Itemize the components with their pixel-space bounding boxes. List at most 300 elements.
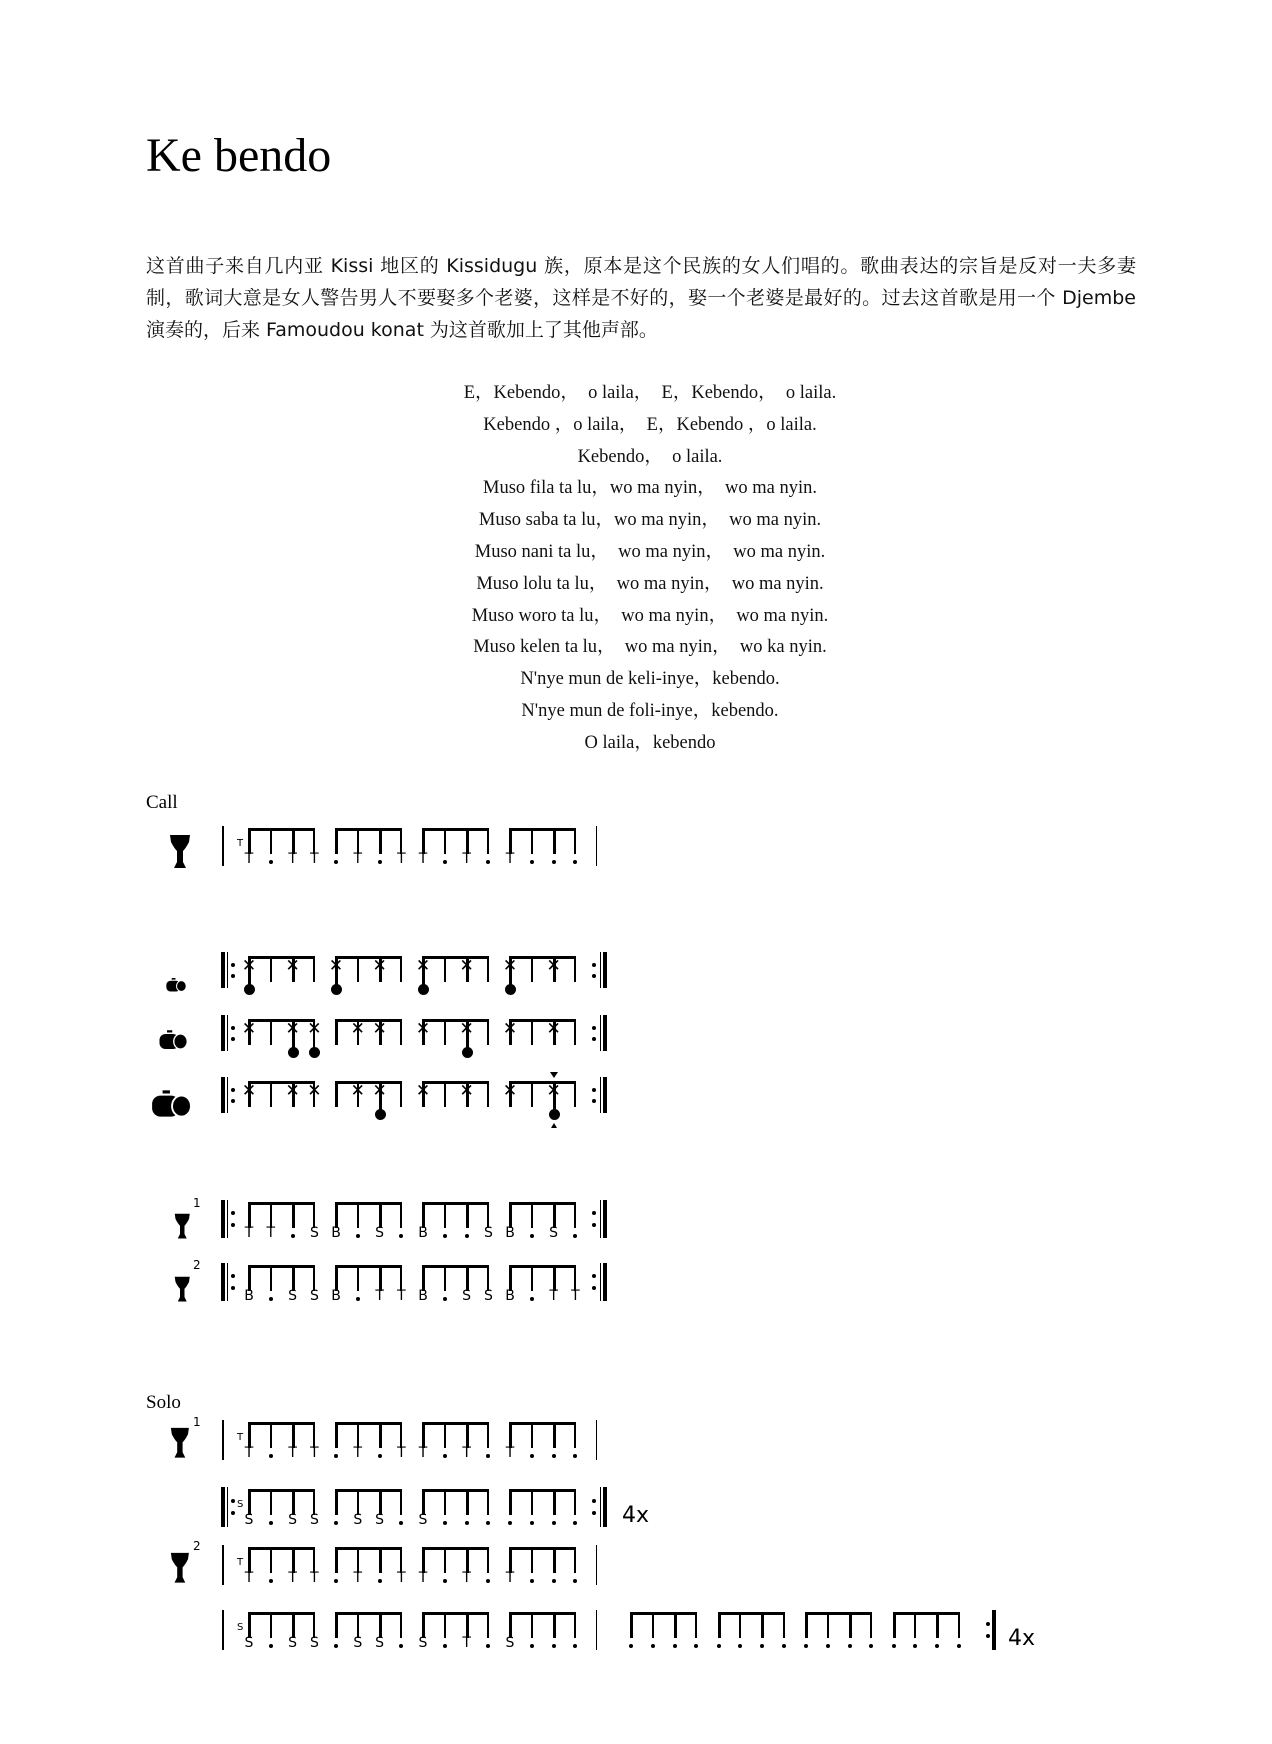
beam [248,1612,315,1615]
repeat-start-barline [227,952,228,988]
note-b: B [331,1225,341,1241]
note-stem [379,828,382,854]
note-stem [652,1612,654,1638]
note-stem [531,956,533,982]
repeat-dot [231,1511,235,1515]
rest-dot [804,1644,808,1648]
note-stem [400,1019,402,1045]
rest-dot [782,1644,786,1648]
note-stem [270,1019,272,1045]
bell-x-mark: ✕ [459,1081,474,1101]
rest-dot [269,1579,273,1583]
note-t: T [397,1288,406,1304]
note-s: S [375,1225,385,1241]
repeat-end-barline [600,1487,601,1527]
repeat-start-barline [227,1487,228,1527]
note-stem [531,1489,533,1515]
repeat-start-barline [227,1263,228,1301]
note-stem [400,956,402,982]
note-s: S [288,1512,298,1528]
note-stem [936,1612,939,1638]
note-stem [335,1422,338,1448]
barline [222,1420,224,1460]
rest-dot [356,1297,360,1301]
beam [509,1547,576,1550]
note-stem [531,828,533,854]
note-t: T [288,1570,297,1586]
note-stem [674,1612,677,1638]
note-s: S [309,1512,319,1528]
djembe-number: 1 [193,1196,201,1210]
note-s: S [483,1288,493,1304]
repeat-dot [592,1026,596,1030]
note-stem [574,1547,576,1573]
rest-dot [552,1644,556,1648]
note-stem [335,1081,338,1107]
bell-x-mark: ✕ [285,956,300,976]
drum-stroke [375,1109,386,1120]
note-t: T [244,1225,254,1241]
note-stem [357,1265,359,1291]
beam [509,956,576,959]
note-stem [335,1489,338,1515]
note-stem [531,1547,533,1573]
djembe-number: 2 [193,1539,201,1553]
rest-dot [356,1234,360,1238]
beam [422,1019,489,1022]
djembe-number: 1 [193,1415,201,1429]
sangban-icon [158,1030,188,1050]
rest-dot [530,1297,534,1301]
beam [248,828,315,831]
lyric-line: Muso saba ta lu，wo ma nyin， wo ma nyin. [478,510,822,531]
note-s: S [375,1512,385,1528]
lyric-line: Muso fila ta lu，wo ma nyin， wo ma nyin. [483,478,817,499]
rest-dot [552,1454,556,1458]
bell-x-mark: ✕ [350,1019,365,1039]
note-t: T [244,1445,254,1461]
note-stem [805,1612,808,1638]
note-t: T [244,851,254,867]
note-stem [487,1019,489,1045]
pickup-note: S [237,1622,244,1633]
note-t: T [353,1570,363,1586]
repeat-dot [986,1622,990,1626]
beam [422,1612,489,1615]
intro-paragraph: 这首曲子来自几内亚 Kissi 地区的 Kissidugu 族，原本是这个民族的女人们唱的。歌曲表达的宗旨是反对一夫多妻制，歌词大意是女人警告男人不要娶多个老婆，这样是不好的，娶一个老婆是最好的。过去这首歌是用一个 Djembe 演奏的，后来 Famoudou konat 为这首歌加上了其他声部。 [146,255,1136,341]
note-stem [574,1081,576,1107]
rest-dot [738,1644,742,1648]
drum-stroke [549,1109,560,1120]
note-stem [292,1202,295,1228]
note-stem [487,828,489,854]
repeat-dot [231,1088,235,1092]
bell-x-mark: ✕ [328,956,344,976]
rest-dot [573,860,577,864]
repeat-end-barline [600,952,601,988]
note-stem [444,956,446,982]
beam [335,1547,402,1550]
rest-dot [717,1644,721,1648]
rest-dot [935,1644,939,1648]
note-t: T [310,851,319,867]
note-t: T [288,1445,297,1461]
bell-x-mark: ✕ [241,1081,257,1101]
note-s: S [505,1635,515,1651]
rest-dot [530,1644,534,1648]
repeat-end-barline [600,1263,601,1301]
note-t: T [375,1288,384,1304]
note-b: B [418,1225,428,1241]
drum-stroke [418,984,429,995]
note-stem [487,1612,489,1638]
rest-dot [694,1644,698,1648]
note-t: T [505,851,515,867]
beam [335,956,402,959]
rest-dot [869,1644,873,1648]
repeat-end-barline [600,1200,601,1238]
note-stem [574,956,576,982]
note-stem [270,1265,272,1291]
repeat-start-barline [227,1015,228,1051]
beam [335,1202,402,1205]
drum-stroke [309,1047,320,1058]
pickup-note: T [237,1557,244,1568]
rest-dot [573,1454,577,1458]
note-s: S [309,1288,319,1304]
note-t: T [462,1570,471,1586]
note-stem [444,828,446,854]
lyric-line: Kebendo， o laila. [577,446,723,467]
beam [422,828,489,831]
rest-dot [269,1454,273,1458]
barline [596,1545,597,1585]
note-stem [270,1422,272,1448]
note-s: S [483,1225,493,1241]
repeat-start-barline [221,1487,225,1527]
rest-dot [465,1234,469,1238]
drum-stroke [462,1047,473,1058]
note-stem [630,1612,633,1638]
repeat-start-barline [221,952,225,988]
bell-x-mark: ✕ [372,956,387,976]
barline [222,826,224,866]
barline [222,1610,224,1650]
note-s: S [244,1512,254,1528]
note-stem [487,1547,489,1573]
note-stem [553,828,556,854]
bell-x-mark: ✕ [502,956,518,976]
note-stem [270,956,272,982]
bell-x-mark: ✕ [285,1081,300,1101]
rest-dot [378,1579,382,1583]
note-stem [400,1612,402,1638]
note-stem [487,1081,489,1107]
beam [248,1422,315,1425]
repeat-start-barline [221,1015,225,1051]
note-stem [827,1612,829,1638]
note-stem [574,1489,576,1515]
repeat-start-barline [221,1200,225,1238]
repeat-dot [231,1499,235,1503]
repeat-end-barline [603,1200,607,1238]
note-stem [553,1422,556,1448]
bell-x-mark: ✕ [415,956,431,976]
rest-dot [291,1234,295,1238]
note-s: S [288,1288,298,1304]
note-stem [444,1265,446,1291]
drum-stroke [244,984,255,995]
note-stem [531,1612,533,1638]
note-t: T [266,1225,276,1241]
note-stem [335,1612,338,1638]
note-stem [531,1019,533,1045]
note-stem [444,1547,446,1573]
bell-x-mark: ✕ [459,956,474,976]
note-stem [574,1612,576,1638]
rest-dot [530,1521,534,1525]
note-stem [718,1612,721,1638]
beam [509,1612,576,1615]
note-s: S [549,1225,559,1241]
beam [509,828,576,831]
rest-dot [760,1644,764,1648]
note-stem [487,956,489,982]
note-stem [270,1081,272,1107]
repeat-start-barline [221,1077,225,1113]
repeat-dot [592,1223,596,1227]
beam [509,1202,576,1205]
rest-dot [573,1644,577,1648]
beam [509,1081,576,1084]
repeat-dot [231,1211,235,1215]
pickup-note: S [237,1499,244,1510]
rest-dot [269,1644,273,1648]
note-b: B [331,1288,341,1304]
note-stem [531,1081,533,1107]
repeat-dot [592,1286,596,1290]
repeat-dot [231,1286,235,1290]
rest-dot [443,1579,447,1583]
note-s: S [309,1635,319,1651]
repeat-dot [231,1274,235,1278]
note-stem [357,956,359,982]
repeat-dot [592,1511,596,1515]
kenkeni-icon [165,978,187,992]
repeat-end-barline [603,1015,607,1051]
rest-dot [443,1297,447,1301]
accent-mark [550,1072,558,1078]
rest-dot [269,1297,273,1301]
rest-dot [629,1644,633,1648]
lyric-line: Muso kelen ta lu， wo ma nyin， wo ka nyin. [473,637,827,658]
rest-dot [486,860,490,864]
note-stem [270,1489,272,1515]
note-t: T [288,851,297,867]
note-t: T [310,1570,319,1586]
note-s: S [418,1635,428,1651]
bell-x-mark: ✕ [546,956,561,976]
rest-dot [552,1521,556,1525]
rest-dot [334,1579,338,1583]
beam [509,1019,576,1022]
repeat-start-barline [227,1200,228,1238]
bell-x-mark: ✕ [415,1019,431,1039]
note-stem [531,1202,533,1228]
beam [509,1265,576,1268]
repeat-start-barline [227,1077,228,1113]
rest-dot [486,1644,490,1648]
drum-stroke [288,1047,299,1058]
beam [335,1612,402,1615]
beam [335,1422,402,1425]
barline [596,1610,597,1650]
beam [248,1489,315,1492]
note-t: T [462,851,471,867]
repeat-end-barline [992,1610,996,1650]
note-t: T [462,1635,471,1651]
note-t: T [505,1445,515,1461]
rest-dot [673,1644,677,1648]
beam [422,1202,489,1205]
repeat-dot [986,1634,990,1638]
note-stem [531,1422,533,1448]
note-stem [553,1612,556,1638]
djembe-number: 2 [193,1258,201,1272]
bell-x-mark: ✕ [307,1081,322,1101]
note-stem [553,1547,556,1573]
bell-x-mark: ✕ [241,1019,257,1039]
note-stem [335,1547,338,1573]
note-stem [870,1612,872,1638]
note-stem [849,1612,852,1638]
note-stem [444,1081,446,1107]
note-t: T [310,1445,319,1461]
rest-dot [399,1644,403,1648]
beam [422,1081,489,1084]
repeat-end-barline [603,1263,607,1301]
section-label-call: Call [146,792,178,813]
djembe-icon [174,1213,191,1240]
rest-dot [848,1644,852,1648]
note-stem [400,1081,402,1107]
drum-stroke [505,984,516,995]
rest-dot [334,1454,338,1458]
rest-dot [486,1579,490,1583]
note-stem [400,1489,402,1515]
rest-dot [486,1521,490,1525]
note-t: T [397,1445,406,1461]
note-stem [958,1612,960,1638]
pickup-note: T [237,1432,244,1443]
rest-dot [530,1454,534,1458]
beam [630,1612,697,1615]
bell-x-mark: ✕ [372,1019,387,1039]
repeat-start-barline [221,1263,225,1301]
note-s: S [288,1635,298,1651]
djembe-icon [169,834,191,870]
note-b: B [418,1288,428,1304]
lyric-line: E，Kebendo， o laila， E，Kebendo， o laila. [463,383,837,403]
rest-dot [443,1644,447,1648]
note-b: B [505,1225,515,1241]
barline [596,826,597,866]
note-t: T [397,1570,406,1586]
beam [422,1489,489,1492]
rest-dot [573,1521,577,1525]
beam [893,1612,960,1615]
note-b: B [244,1288,254,1304]
barline [596,1420,597,1460]
repeat-dot [231,1026,235,1030]
note-stem [466,1489,469,1515]
note-stem [487,1422,489,1448]
rest-dot [378,860,382,864]
lyrics-block [330,378,970,760]
note-stem [893,1612,896,1638]
repeat-dot [592,1211,596,1215]
lyric-line: Muso lolu ta lu， wo ma nyin， wo ma nyin. [476,573,824,594]
note-stem [444,1019,446,1045]
note-stem [335,1019,338,1045]
note-t: T [505,1570,515,1586]
note-t: T [462,1445,471,1461]
beam [335,1489,402,1492]
rest-dot [443,860,447,864]
rest-dot [530,1579,534,1583]
rest-dot [826,1644,830,1648]
note-stem [553,1489,556,1515]
djembe-icon [170,1427,190,1459]
lyric-line: Muso nani ta lu， wo ma nyin， wo ma nyin. [474,541,826,562]
beam [335,1265,402,1268]
rest-dot [573,1234,577,1238]
pickup-note: T [237,838,244,849]
note-s: S [309,1225,319,1241]
rest-dot [378,1454,382,1458]
rest-dot [443,1234,447,1238]
beam [509,1489,576,1492]
note-stem [783,1612,785,1638]
note-stem [270,828,272,854]
repeat-dot [231,963,235,967]
rest-dot [957,1644,961,1648]
repeat-end-barline [603,952,607,988]
bell-x-mark: ✕ [415,1081,431,1101]
rest-dot [573,1579,577,1583]
repeat-end-barline [603,1077,607,1113]
note-stem [444,1612,446,1638]
note-stem [444,1422,446,1448]
rest-dot [530,1234,534,1238]
beam [509,1422,576,1425]
dundunba-icon [150,1090,192,1118]
page-title: Ke bendo [146,129,332,182]
repeat-dot [592,1037,596,1041]
beam [335,1019,402,1022]
repeat-dot [231,1037,235,1041]
note-stem [487,1489,489,1515]
repeat-dot [592,1088,596,1092]
rest-dot [892,1644,896,1648]
lyric-line: Muso woro ta lu， wo ma nyin， wo ma nyin. [471,605,829,626]
repeat-dot [592,1499,596,1503]
note-stem [761,1612,764,1638]
repeat-end-barline [600,1077,601,1113]
rest-dot [334,1644,338,1648]
note-t: T [418,851,428,867]
note-stem [914,1612,916,1638]
